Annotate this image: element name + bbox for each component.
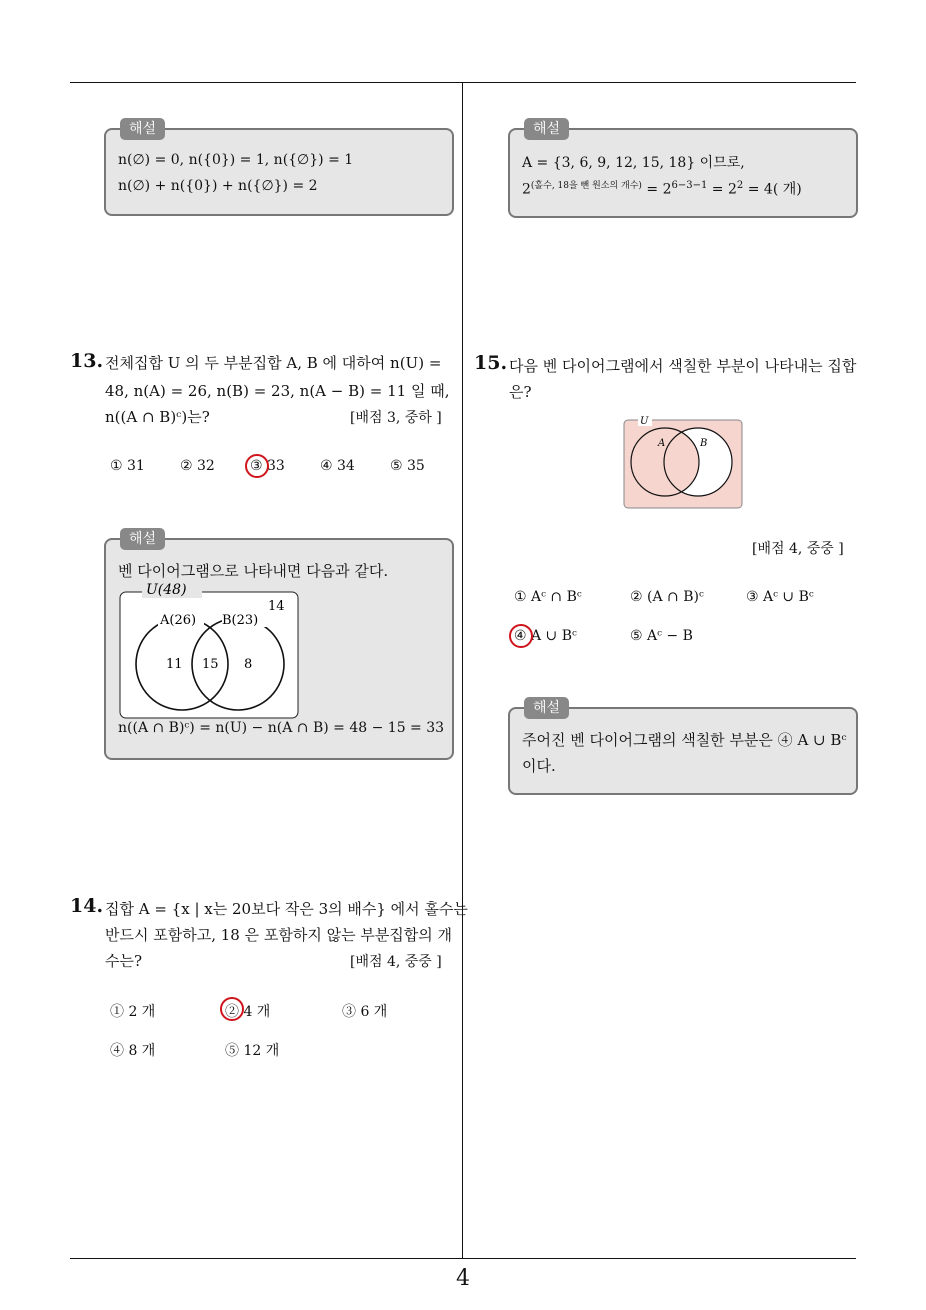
choice-5[interactable]: ⑤ 35 <box>390 458 425 474</box>
choice-3[interactable]: ③ 6 개 <box>342 1004 388 1020</box>
solution-text: 주어진 벤 다이어그램의 색칠한 부분은 ④ A ∪ Bᶜ <box>522 731 847 749</box>
solution-box-13 <box>104 531 454 760</box>
solution-tag: 해설 <box>524 118 569 140</box>
question-text: 전체집합 U 의 두 부분집합 A, B 에 대하여 n(U) = <box>105 354 442 372</box>
choice-1[interactable]: ① 31 <box>110 458 145 474</box>
choice-2[interactable]: ② (A ∩ B)ᶜ <box>630 589 704 605</box>
question-text: 집합 A = {x | x는 20보다 작은 3의 배수} 에서 홀수는 <box>105 900 468 918</box>
bottom-rule <box>70 1258 856 1259</box>
points-label: [배점 3, 중하 ] <box>350 410 442 426</box>
choice-2[interactable]: ② 4 개 <box>225 1004 271 1020</box>
choice-4[interactable]: ④ A ∪ Bᶜ <box>514 628 577 644</box>
equation-part: = 4( 개) <box>743 181 802 198</box>
solution-tag: 해설 <box>120 528 165 550</box>
solution-tag: 해설 <box>120 118 165 140</box>
venn-a-label: A <box>658 438 666 449</box>
question-text: 은? <box>509 383 532 401</box>
choice-1[interactable]: ① Aᶜ ∩ Bᶜ <box>514 589 582 605</box>
points-label: [배점 4, 중중 ] <box>350 954 442 970</box>
question-text: 수는? <box>105 952 143 970</box>
question-text: 반드시 포함하고, 18 은 포함하지 않는 부분집합의 개 <box>105 926 453 944</box>
choice-3[interactable]: ③ Aᶜ ∪ Bᶜ <box>746 589 814 605</box>
venn-b-label: B <box>700 438 708 449</box>
solution-formula: n((A ∩ B)ᶜ) = n(U) − n(A ∩ B) = 48 − 15 = 33 <box>118 720 445 736</box>
choice-2[interactable]: ② 32 <box>180 458 215 474</box>
question-number-13: 13. <box>70 350 104 372</box>
choice-5[interactable]: ⑤ Aᶜ − B <box>630 628 693 644</box>
answer-circle-mark <box>509 624 533 648</box>
exponent: 6−3−1 <box>671 180 708 191</box>
choice-3[interactable]: ③ 33 <box>250 458 285 474</box>
solution-text: 벤 다이어그램으로 나타내면 다음과 같다. <box>118 562 389 580</box>
venn-diagram-13 <box>116 582 306 722</box>
solution-line <box>522 178 802 199</box>
venn-universe-label: U <box>640 416 649 427</box>
venn-a-only-count: 11 <box>166 657 183 672</box>
choice-4[interactable]: ④ 34 <box>320 458 355 474</box>
venn-diagram-15 <box>620 412 746 512</box>
question-number-14: 14. <box>70 895 104 917</box>
solution-box-14 <box>508 121 858 218</box>
venn-outside-count: 14 <box>268 599 285 614</box>
choice-5[interactable]: ⑤ 12 개 <box>225 1043 280 1059</box>
top-rule <box>70 82 856 83</box>
venn-universe-label: U(48) <box>146 582 187 598</box>
answer-circle-mark <box>245 454 269 478</box>
solution-line: n(∅) = 0, n({0}) = 1, n({∅}) = 1 <box>118 152 354 168</box>
choice-1[interactable]: ① 2 개 <box>110 1004 156 1020</box>
equation-part: = 2 <box>641 181 672 198</box>
question-text: 다음 벤 다이어그램에서 색칠한 부분이 나타내는 집합 <box>509 357 857 375</box>
equation-part: = 2 <box>707 181 737 198</box>
solution-box-12 <box>104 121 454 216</box>
choice-4[interactable]: ④ 8 개 <box>110 1043 156 1059</box>
exponent: (홀수, 18을 뺀 원소의 개수) <box>530 181 642 191</box>
venn-b-label: B(23) <box>222 613 259 628</box>
question-text: n((A ∩ B)ᶜ)는? <box>105 408 210 426</box>
solution-text: 이다. <box>522 757 556 775</box>
venn-b-only-count: 8 <box>244 657 253 672</box>
venn-intersection-count: 15 <box>202 657 219 672</box>
page-number: 4 <box>456 1266 470 1291</box>
solution-line: n(∅) + n({0}) + n({∅}) = 2 <box>118 178 318 194</box>
solution-line: A = {3, 6, 9, 12, 15, 18} 이므로, <box>522 155 745 171</box>
exponent: 2 <box>736 180 744 191</box>
column-divider <box>462 82 463 1258</box>
power-base: 2 <box>522 181 531 198</box>
venn-a-label: A(26) <box>160 613 197 628</box>
points-label: [배점 4, 중중 ] <box>752 541 844 557</box>
answer-circle-mark <box>220 997 244 1021</box>
solution-box-15 <box>508 700 858 795</box>
solution-tag: 해설 <box>524 697 569 719</box>
question-number-15: 15. <box>474 352 508 374</box>
question-text: 48, n(A) = 26, n(B) = 23, n(A − B) = 11 일 때, <box>105 382 450 400</box>
